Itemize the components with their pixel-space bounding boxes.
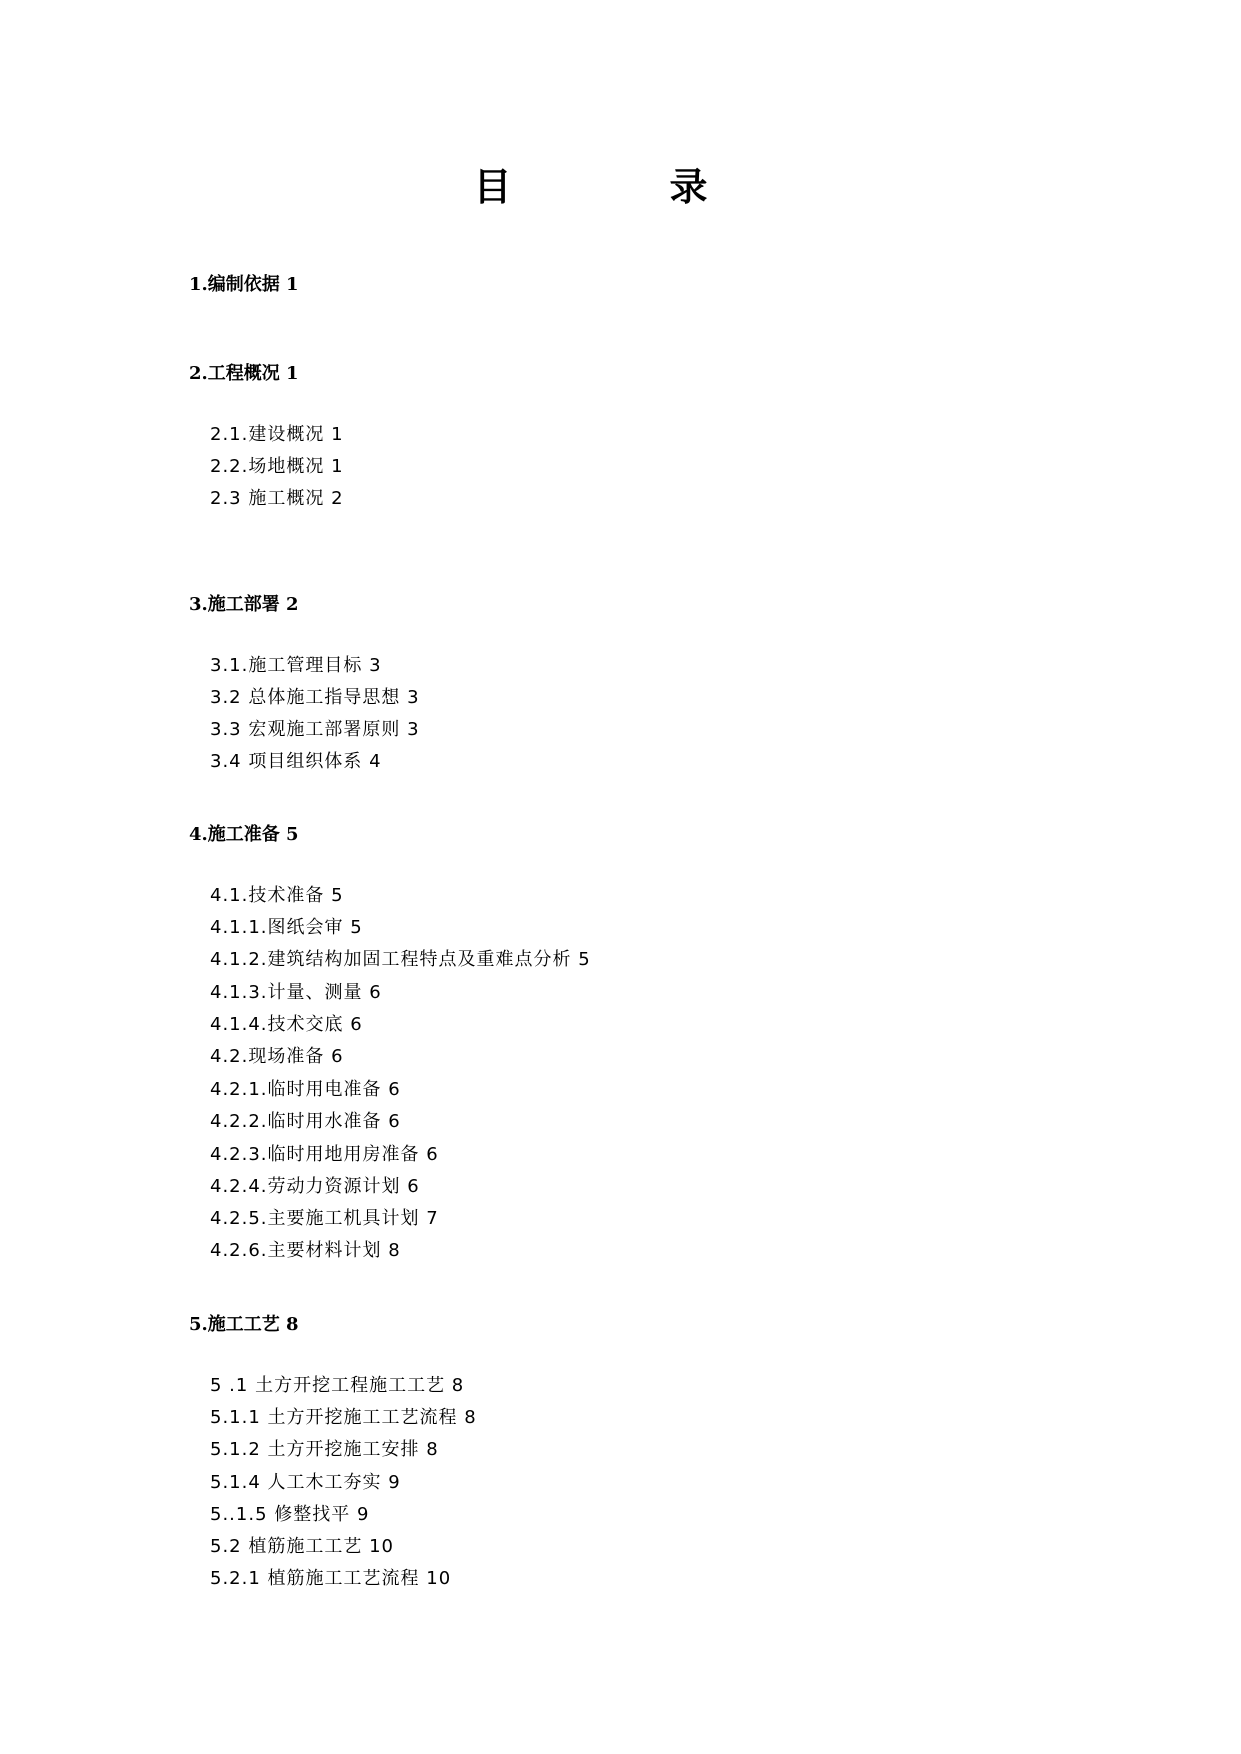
toc-entry-5-1-5[interactable]: 5..1.5 修整找平 9 (210, 1504, 370, 1525)
toc-entry-2[interactable]: 2.工程概况 1 (189, 363, 299, 384)
toc-entry-3-4[interactable]: 3.4 项目组织体系 4 (210, 751, 382, 772)
toc-entry-5[interactable]: 5.施工工艺 8 (189, 1314, 299, 1335)
toc-entry-2-3[interactable]: 2.3 施工概况 2 (210, 488, 344, 509)
toc-entry-5-2[interactable]: 5.2 植筋施工工艺 10 (210, 1536, 394, 1557)
toc-entry-5-1-4[interactable]: 5.1.4 人工木工夯实 9 (210, 1472, 401, 1493)
toc-entry-4-2-1[interactable]: 4.2.1.临时用电准备 6 (210, 1079, 401, 1100)
toc-entry-3-1[interactable]: 3.1.施工管理目标 3 (210, 655, 382, 676)
toc-entry-5-1[interactable]: 5 .1 土方开挖工程施工工艺 8 (210, 1375, 465, 1396)
toc-entry-4-2-4[interactable]: 4.2.4.劳动力资源计划 6 (210, 1176, 420, 1197)
toc-entry-4-1-3[interactable]: 4.1.3.计量、测量 6 (210, 982, 382, 1003)
toc-entry-3-2[interactable]: 3.2 总体施工指导思想 3 (210, 687, 420, 708)
toc-entry-4-1[interactable]: 4.1.技术准备 5 (210, 885, 344, 906)
toc-entry-4[interactable]: 4.施工准备 5 (189, 824, 299, 845)
toc-entry-4-2-6[interactable]: 4.2.6.主要材料计划 8 (210, 1240, 401, 1261)
toc-entry-2-1[interactable]: 2.1.建设概况 1 (210, 424, 344, 445)
toc-entry-2-2[interactable]: 2.2.场地概况 1 (210, 456, 344, 477)
toc-entry-4-2-3[interactable]: 4.2.3.临时用地用房准备 6 (210, 1144, 439, 1165)
toc-entry-4-2[interactable]: 4.2.现场准备 6 (210, 1046, 344, 1067)
page-title: 目 录 (473, 164, 768, 209)
toc-entry-1[interactable]: 1.编制依据 1 (189, 274, 299, 295)
toc-entry-5-2-1[interactable]: 5.2.1 植筋施工工艺流程 10 (210, 1568, 452, 1589)
toc-entry-5-1-2[interactable]: 5.1.2 土方开挖施工安排 8 (210, 1439, 439, 1460)
toc-entry-3[interactable]: 3.施工部署 2 (189, 594, 299, 615)
toc-entry-4-1-1[interactable]: 4.1.1.图纸会审 5 (210, 917, 363, 938)
toc-entry-4-1-2[interactable]: 4.1.2.建筑结构加固工程特点及重难点分析 5 (210, 949, 591, 970)
toc-entry-3-3[interactable]: 3.3 宏观施工部署原则 3 (210, 719, 420, 740)
toc-entry-5-1-1[interactable]: 5.1.1 土方开挖施工工艺流程 8 (210, 1407, 477, 1428)
toc-entry-4-2-5[interactable]: 4.2.5.主要施工机具计划 7 (210, 1208, 439, 1229)
toc-entry-4-2-2[interactable]: 4.2.2.临时用水准备 6 (210, 1111, 401, 1132)
toc-entry-4-1-4[interactable]: 4.1.4.技术交底 6 (210, 1014, 363, 1035)
